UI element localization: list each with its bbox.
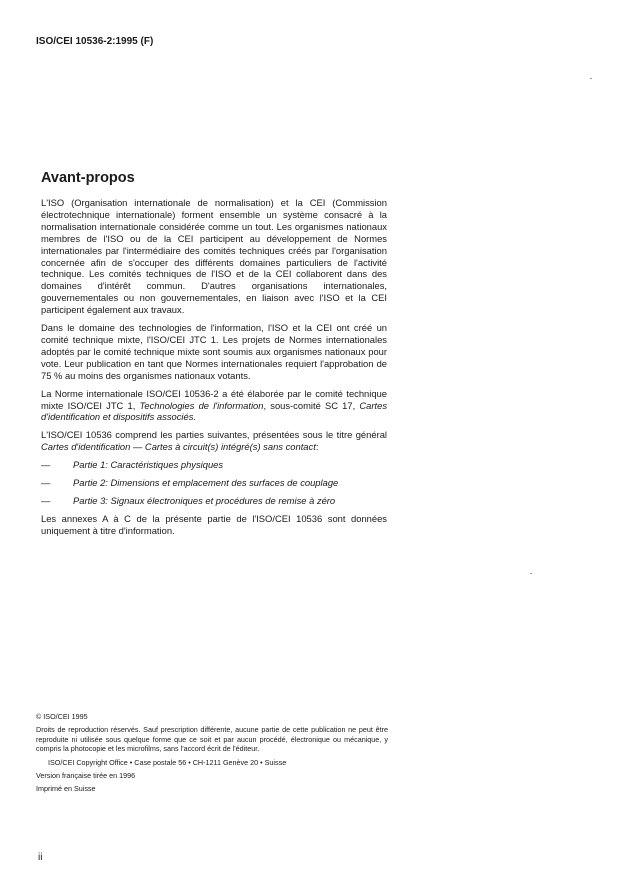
italic-text: Technologies de l'information bbox=[139, 399, 264, 411]
section-title: Avant-propos bbox=[41, 170, 135, 186]
part-title: Partie 3: Signaux électroniques et procédures de remise à zéro bbox=[73, 494, 336, 506]
list-item bbox=[41, 477, 387, 489]
paragraph: Dans le domaine des technologies de l'information, l'ISO et la CEI ont créé un comité technique mixte, l'ISO/CEI JTC 1. Les projets de Normes internationales adoptés par le comité technique mixte sont soumis aux organismes nationaux pour vote. Leur publication en tant que Normes internationales requiert l'approbation de 75 % au moins des organismes nationaux votants. bbox=[41, 322, 387, 381]
text: La Norme internationale ISO/CEI 10536-2 a été élaborée par le comité technique mixte ISO/CEI JTC 1, bbox=[41, 387, 387, 411]
rights-notice: Droits de reproduction réservés. Sauf prescription différente, aucune partie de cette publication ne peut être reproduite ni utilisée sous quelque forme que ce soit et par aucun procédé, électronique ou mécanique, y compris la photocopie et les microfilms, sans l'accord écrit de l'éditeur. bbox=[36, 725, 388, 754]
dash: — bbox=[41, 477, 51, 489]
dash: — bbox=[41, 459, 51, 471]
printed-note: Imprimé en Suisse bbox=[36, 784, 96, 794]
scan-speck bbox=[590, 78, 592, 79]
dash: — bbox=[41, 494, 51, 506]
text: L'ISO/CEI 10536 comprend les parties suivantes, présentées sous le titre général bbox=[41, 429, 387, 441]
copyright-block bbox=[36, 712, 388, 798]
paragraph bbox=[41, 388, 387, 424]
italic-text: Cartes d'identification et dispositifs associés. bbox=[41, 399, 388, 423]
foreword-body bbox=[41, 197, 387, 543]
text: , sous-comité SC 17, bbox=[263, 399, 360, 411]
copyright: © ISO/CEI 1995 bbox=[36, 712, 88, 721]
document-header: ISO/CEI 10536-2:1995 (F) bbox=[36, 36, 154, 47]
paragraph bbox=[41, 429, 387, 453]
version-note: Version française tirée en 1996 bbox=[36, 771, 136, 781]
paragraph: Les annexes A à C de la présente partie de l'ISO/CEI 10536 sont données uniquement à titre d'information. bbox=[41, 512, 387, 536]
copyright-office: ISO/CEI Copyright Office • Case postale 56 • CH-1211 Genève 20 • Suisse bbox=[48, 757, 287, 767]
page-number: ii bbox=[38, 852, 43, 863]
part-title: Partie 2: Dimensions et emplacement des surfaces de couplage bbox=[73, 477, 339, 489]
text: : bbox=[315, 441, 319, 453]
part-title: Partie 1: Caractéristiques physiques bbox=[73, 459, 224, 471]
list-item bbox=[41, 495, 387, 507]
italic-text: Cartes d'identification — Cartes à circuit(s) intégré(s) sans contact bbox=[41, 441, 316, 453]
list-item bbox=[41, 459, 387, 471]
paragraph: L'ISO (Organisation internationale de normalisation) et la CEI (Commission électrotechnique internationale) forment ensemble un système consacré à la normalisation internationale considérée comme un tout. Les organismes nationaux membres de l'ISO ou de la CEI participent au développement de Normes internationales par l'intermédiaire des comités techniques créés par l'organisation concernée afin de s'occuper des différents domaines particuliers de l'activité technique. Les comités techniques de l'ISO et de la CEI collaborent dans des domaines d'intérêt commun. D'autres organisations internationales, gouvernementales ou non gouvernementales, en liaison avec l'ISO et la CEI participent également aux travaux. bbox=[41, 197, 387, 316]
scan-speck bbox=[530, 573, 532, 574]
